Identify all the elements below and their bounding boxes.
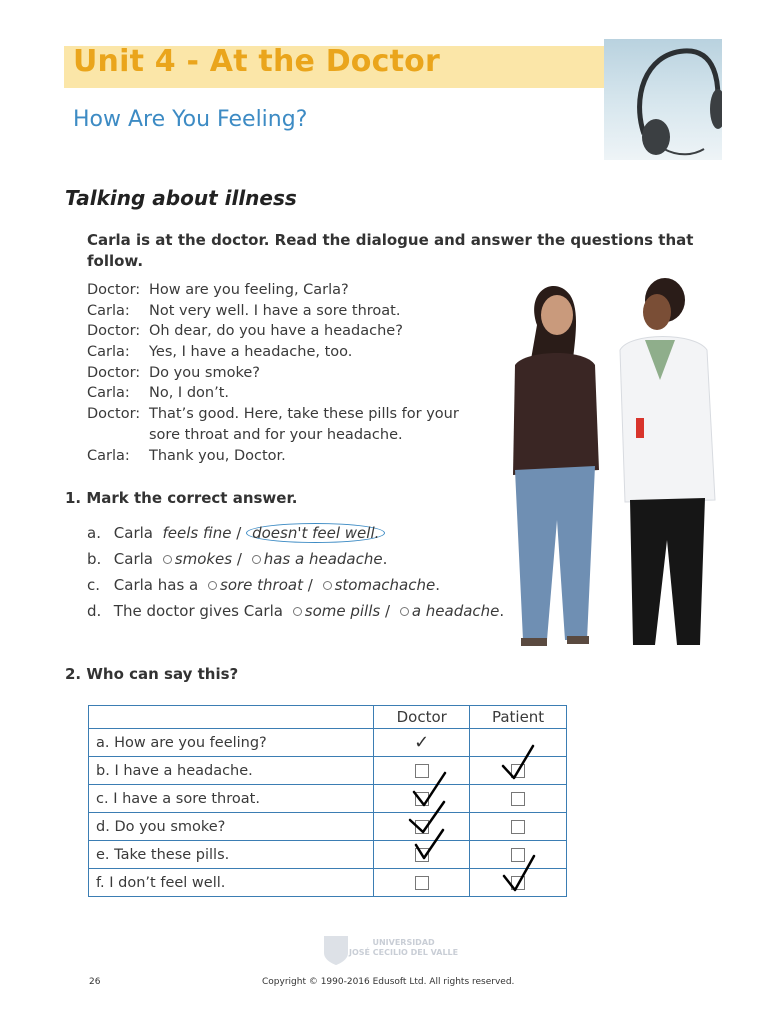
table-row bbox=[89, 785, 567, 813]
who-can-say-table bbox=[88, 705, 567, 897]
row-text: How are you feeling? bbox=[114, 734, 267, 751]
line-text: No, I don’t. bbox=[149, 385, 229, 402]
item-letter: a. bbox=[87, 524, 101, 542]
option-2-circled[interactable]: doesn't feel well. bbox=[246, 523, 385, 543]
row-letter: c. bbox=[96, 790, 109, 807]
option-2[interactable]: has a headache bbox=[263, 550, 383, 568]
option-separator: / bbox=[307, 576, 313, 594]
dialogue bbox=[87, 282, 507, 468]
copyright-notice: Copyright © 1990-2016 Edusoft Ltd. All rights reserved. bbox=[262, 977, 515, 987]
line-text: Thank you, Doctor. bbox=[149, 447, 286, 464]
item-letter: c. bbox=[87, 576, 101, 594]
column-header-patient: Patient bbox=[470, 706, 567, 729]
option-separator: / bbox=[236, 550, 242, 568]
dialogue-line bbox=[87, 344, 507, 365]
column-header-doctor: Doctor bbox=[374, 706, 470, 729]
university-logo-text bbox=[349, 938, 458, 958]
line-text: How are you feeling, Carla? bbox=[149, 282, 349, 298]
multiple-choice bbox=[87, 524, 504, 628]
row-text: Take these pills. bbox=[114, 846, 230, 863]
dialogue-line bbox=[87, 323, 507, 344]
dialogue-line bbox=[87, 427, 507, 448]
dialogue-line bbox=[87, 448, 507, 469]
row-text: I have a headache. bbox=[114, 762, 253, 779]
row-letter: b. bbox=[96, 762, 110, 779]
option-2[interactable]: stomachache bbox=[334, 576, 436, 594]
line-text: Oh dear, do you have a headache? bbox=[149, 323, 403, 340]
doctor-cell bbox=[374, 785, 470, 813]
item-stem: Carla has a bbox=[113, 576, 199, 594]
patient-checkbox[interactable] bbox=[511, 764, 525, 778]
radio-option-2[interactable] bbox=[400, 607, 409, 616]
radio-option-1[interactable] bbox=[293, 607, 302, 616]
patient-cell bbox=[470, 869, 567, 897]
item-stem: Carla bbox=[113, 524, 153, 542]
row-letter: e. bbox=[96, 846, 110, 863]
item-end: . bbox=[435, 576, 440, 594]
row-statement bbox=[89, 841, 374, 869]
speaker: Carla: bbox=[87, 302, 130, 319]
doctor-patient-photo bbox=[495, 270, 720, 670]
patient-cell bbox=[470, 729, 567, 757]
patient-cell bbox=[470, 841, 567, 869]
dialogue-line bbox=[87, 385, 507, 406]
logo-line: UNIVERSIDAD bbox=[372, 938, 435, 947]
mc-item bbox=[87, 602, 504, 628]
row-statement bbox=[89, 869, 374, 897]
line-text: Do you smoke? bbox=[149, 364, 260, 381]
doctor-cell bbox=[374, 729, 470, 757]
row-letter: d. bbox=[96, 818, 110, 835]
table-row bbox=[89, 813, 567, 841]
item-letter: d. bbox=[87, 602, 102, 620]
question-2-heading: 2. Who can say this? bbox=[65, 665, 239, 683]
option-1[interactable]: sore throat bbox=[220, 576, 303, 594]
dialogue-line bbox=[87, 365, 507, 386]
line-text: That’s good. Here, take these pills for your bbox=[149, 406, 459, 423]
row-text: Do you smoke? bbox=[114, 818, 226, 835]
line-text: Not very well. I have a sore throat. bbox=[149, 302, 401, 319]
mc-item bbox=[87, 576, 504, 602]
option-separator: / bbox=[236, 524, 242, 542]
row-letter: f. bbox=[96, 874, 105, 891]
doctor-checkbox[interactable] bbox=[415, 848, 429, 862]
row-letter: a. bbox=[96, 734, 110, 751]
row-statement bbox=[89, 813, 374, 841]
patient-checkbox[interactable] bbox=[511, 820, 525, 834]
speaker: Carla: bbox=[87, 447, 130, 464]
doctor-cell bbox=[374, 869, 470, 897]
patient-checkbox[interactable] bbox=[511, 848, 525, 862]
doctor-cell bbox=[374, 813, 470, 841]
table-row bbox=[89, 841, 567, 869]
radio-option-1[interactable] bbox=[163, 555, 172, 564]
mc-item bbox=[87, 524, 504, 550]
line-text: sore throat and for your headache. bbox=[149, 426, 403, 443]
patient-cell bbox=[470, 757, 567, 785]
radio-option-2[interactable] bbox=[252, 555, 261, 564]
row-statement bbox=[89, 757, 374, 785]
table-row bbox=[89, 869, 567, 897]
instruction-text: Carla is at the doctor. Read the dialogue and answer the questions that follow. bbox=[87, 231, 694, 270]
table-header-row bbox=[89, 706, 567, 729]
option-1[interactable]: feels fine bbox=[162, 524, 232, 542]
doctor-checkbox[interactable] bbox=[415, 764, 429, 778]
row-text: I don’t feel well. bbox=[109, 874, 226, 891]
dialogue-line bbox=[87, 406, 507, 427]
line-text: Yes, I have a headache, too. bbox=[149, 344, 353, 361]
speaker: Doctor: bbox=[87, 364, 141, 381]
speaker: Carla: bbox=[87, 344, 130, 361]
item-stem: Carla bbox=[113, 550, 153, 568]
item-stem: The doctor gives Carla bbox=[113, 602, 283, 620]
option-separator: / bbox=[384, 602, 391, 620]
row-statement bbox=[89, 785, 374, 813]
lesson-subtitle: How Are You Feeling? bbox=[73, 107, 308, 132]
dialogue-line bbox=[87, 282, 507, 303]
speaker: Doctor: bbox=[87, 323, 141, 340]
speaker: Doctor: bbox=[87, 406, 141, 423]
doctor-cell bbox=[374, 841, 470, 869]
patient-checkbox[interactable] bbox=[511, 792, 525, 806]
check-mark-icon: ✓ bbox=[414, 732, 430, 753]
patient-cell bbox=[470, 785, 567, 813]
table-row bbox=[89, 757, 567, 785]
patient-checkbox[interactable] bbox=[511, 876, 525, 890]
row-text: I have a sore throat. bbox=[113, 790, 260, 807]
dialogue-line bbox=[87, 303, 507, 324]
unit-title: Unit 4 - At the Doctor bbox=[73, 44, 440, 79]
question-1-heading: 1. Mark the correct answer. bbox=[65, 489, 298, 507]
option-1[interactable]: some pills bbox=[304, 602, 381, 620]
speaker: Carla: bbox=[87, 385, 130, 402]
page-number: 26 bbox=[89, 977, 101, 987]
radio-option-1[interactable] bbox=[208, 581, 217, 590]
item-end: . bbox=[382, 550, 388, 568]
option-2[interactable]: a headache bbox=[411, 602, 500, 620]
speaker: Doctor: bbox=[87, 282, 141, 298]
radio-option-2[interactable] bbox=[323, 581, 332, 590]
doctor-checkbox[interactable] bbox=[415, 792, 429, 806]
mc-item bbox=[87, 550, 504, 576]
patient-cell bbox=[470, 813, 567, 841]
table-row bbox=[89, 729, 567, 757]
section-title: Talking about illness bbox=[65, 186, 297, 210]
item-end: . bbox=[499, 602, 505, 620]
row-statement bbox=[89, 729, 374, 757]
logo-line: JOSÉ CECILIO DEL VALLE bbox=[349, 948, 459, 957]
doctor-checkbox[interactable] bbox=[415, 876, 429, 890]
item-letter: b. bbox=[87, 550, 102, 568]
doctor-cell bbox=[374, 757, 470, 785]
option-1[interactable]: smokes bbox=[174, 550, 233, 568]
doctor-checkbox[interactable] bbox=[415, 820, 429, 834]
blank-header bbox=[89, 706, 374, 729]
headphones-photo bbox=[604, 39, 722, 160]
